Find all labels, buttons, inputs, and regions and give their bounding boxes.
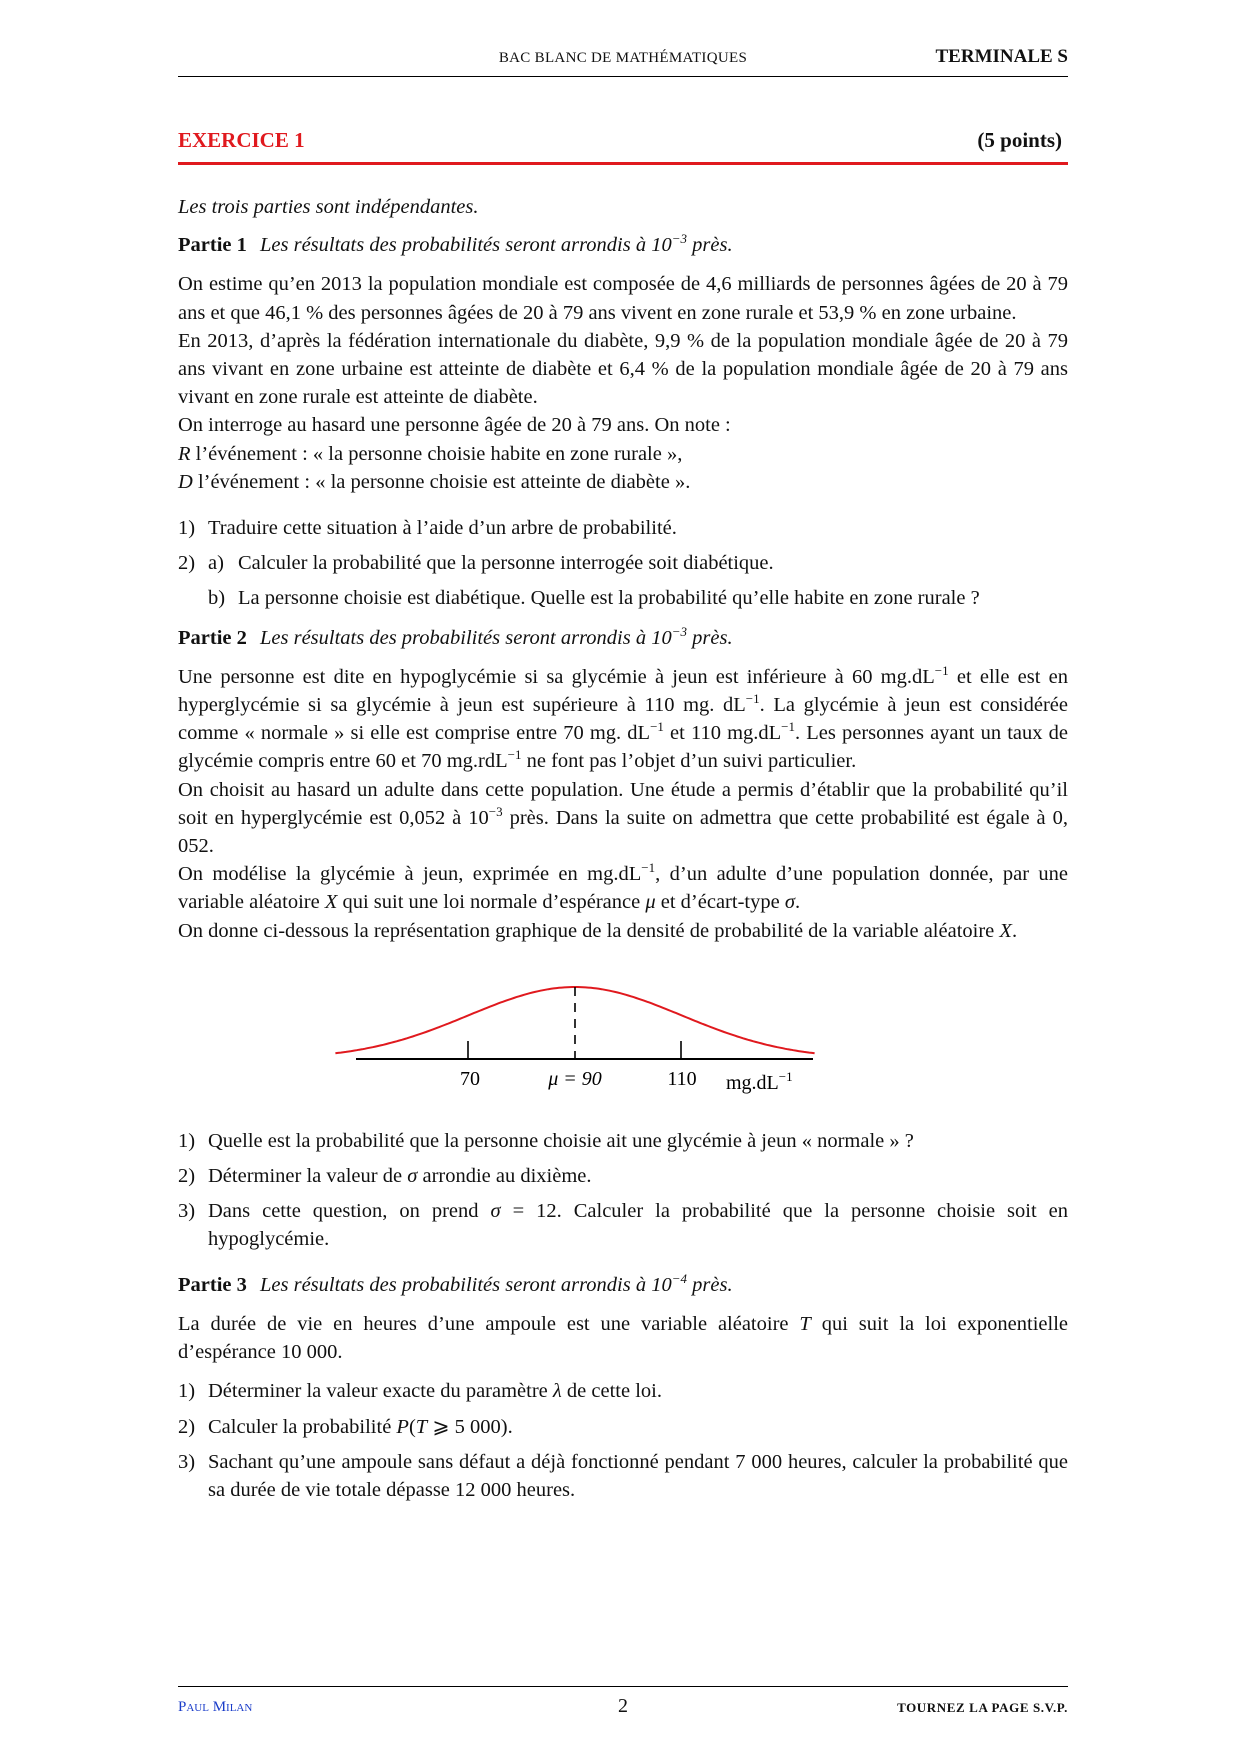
partie2-note: Les résultats des probabilités seront arrondis à $10^{-3}$ près. (260, 623, 733, 649)
partie1-event-d: D l’événement : « la personne choisie est atteinte de diabète ». (178, 470, 691, 493)
partie2-para4: On donne ci-dessous la représentation graphique de la densité de probabilité de la variable aléatoire X. (178, 919, 1018, 942)
partie1-para3: On interroge au hasard une personne âgée de 20 à 79 ans. On note : (178, 414, 731, 437)
label-110: 110 (667, 1067, 697, 1090)
footer-turn-page: TOURNEZ LA PAGE S.V.P. (897, 1700, 1068, 1715)
partie3-title: Partie 3 (178, 1273, 247, 1296)
exercise-points: (5 points) (977, 128, 1062, 152)
partie1-question-2: 2) a) Calculer la probabilité que la personne interrogée soit diabétique. b) La personne choisie est diabétique. Quelle est la probabilité qu’elle habite en zone rurale ? (178, 549, 1068, 612)
partie2-title: Partie 2 (178, 626, 247, 649)
partie3-question-2: 2) Calculer la probabilité P(T ⩾ 5 000). (178, 1415, 513, 1438)
partie1-event-r: R l’événement : « la personne choisie habite en zone rurale », (178, 442, 683, 465)
density-svg (178, 959, 1068, 1109)
partie2-para3: On modélise la glycémie à jeun, exprimée en $mg.dL^{-1}$, d’un adulte d’une population donnée, par une variable aléatoire X qui suit une loi normale d’espérance μ et d’écart-type σ. (178, 860, 1069, 914)
header-title: BAC BLANC DE MATHÉMATIQUES (498, 50, 748, 66)
footer-author: Paul Milan (178, 1699, 253, 1715)
partie1-question-2a: Calculer la probabilité que la personne interrogée soit diabétique. (238, 552, 774, 575)
label-mu: μ = 90 (548, 1067, 602, 1090)
exercise-content (178, 193, 1068, 1511)
partie1-title: Partie 1 (178, 234, 247, 257)
page-number: 2 (618, 1695, 628, 1717)
partie2-para2: On choisit au hasard un adulte dans cette population. Une étude a permis d’établir que la probabilité qu’il soit en hyperglycémie est 0,052 à $10^{-3}$ près. Dans la suite on admettra que cette probabilité est égale à 0, 052. (178, 778, 1069, 858)
exercise-heading (178, 128, 1068, 165)
partie1-note: Les résultats des probabilités seront arrondis à $10^{-3}$ près. (260, 231, 733, 257)
exercise-title: EXERCICE 1 (178, 128, 305, 152)
partie3-question-3: 3) Sachant qu’une ampoule sans défaut a déjà fonctionné pendant 7 000 heures, calculer la probabilité que sa durée de vie totale dépasse 12 000 heures. (178, 1450, 1068, 1501)
partie1-question-2b: La personne choisie est diabétique. Quelle est la probabilité qu’elle habite en zone rurale ? (238, 587, 980, 610)
partie3-note: Les résultats des probabilités seront arrondis à $10^{-4}$ près. (260, 1270, 733, 1296)
partie1-para1: On estime qu’en 2013 la population mondiale est composée de 4,6 milliards de personnes âgées de 20 à 79 ans et que 46,1 % des personnes âgées de 20 à 79 ans vivent en zone rurale et 53,9 % en zone urbaine. (178, 273, 1068, 324)
unit-label: $mg.dL^{-1}$ (726, 1068, 793, 1094)
partie3-para1: La durée de vie en heures d’une ampoule est une variable aléatoire T qui suit la loi exponentielle d’espérance 10 000. (178, 1312, 1068, 1364)
partie2-question-3: 3) Dans cette question, on prend σ = 12. Calculer la probabilité que la personne choisie soit en hypoglycémie. (178, 1200, 1069, 1251)
page-footer (178, 1686, 1068, 1717)
page-header (178, 46, 1068, 77)
partie2-question-2: 2) Déterminer la valeur de σ arrondie au dixième. (178, 1165, 592, 1188)
partie1-question-1: 1) Traduire cette situation à l’aide d’un arbre de probabilité. (178, 517, 677, 540)
partie3-heading (178, 1271, 1068, 1299)
partie2-heading (178, 624, 1068, 652)
partie3-question-1: 1) Déterminer la valeur exacte du paramètre λ de cette loi. (178, 1380, 662, 1403)
header-class: TERMINALE S (935, 46, 1068, 67)
partie1-para2: En 2013, d’après la fédération internationale du diabète, 9,9 % de la population mondiale âgée de 20 à 79 ans vivant en zone urbaine est atteinte de diabète et 6,4 % de la population mondiale âgée de 20 à 79 ans vivant en zone rurale est atteinte de diabète. (178, 329, 1068, 409)
label-70: 70 (460, 1067, 480, 1090)
partie1-heading (178, 231, 1068, 259)
partie2-question-1: 1) Quelle est la probabilité que la personne choisie ait une glycémie à jeun « normale » ? (178, 1129, 914, 1152)
density-graph (178, 959, 1068, 1109)
partie2-para1: Une personne est dite en hypoglycémie si sa glycémie à jeun est inférieure à 60 $mg.dL^{-1}$ et elle est en hyperglycémie si sa glycémie à jeun est supérieure à 110 mg. $dL^{-1}$. La glycémie à jeun est considérée comme « normale » si elle est comprise entre 70 mg. $dL^{-1}$ et 110 $mg.dL^{-1}$. Les personnes ayant un taux de glycémie compris entre 60 et 70 mg.rdL$^{-1}$ ne font pas l’objet d’un suivi particulier. (178, 663, 1068, 773)
intro-text: Les trois parties sont indépendantes. (178, 196, 479, 218)
